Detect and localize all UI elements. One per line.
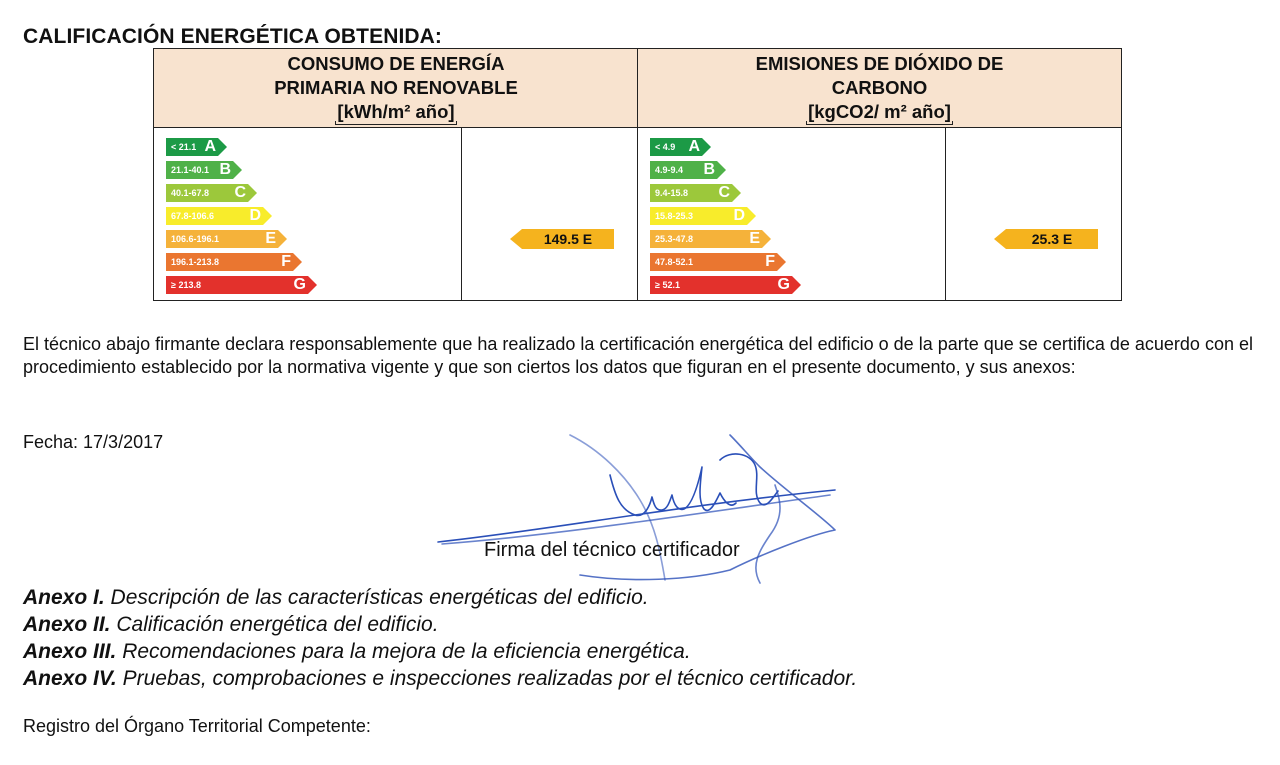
scale-letter-label: C (718, 184, 730, 201)
emisiones-scale-cell (637, 127, 947, 301)
scale-range-label: 106.6-196.1 (171, 234, 220, 244)
page-title: CALIFICACIÓN ENERGÉTICA OBTENIDA: (23, 25, 443, 48)
scale-bar-a (650, 138, 702, 156)
consumo-header-line1: CONSUMO DE ENERGÍA (287, 53, 505, 74)
consumo-header (153, 48, 639, 128)
scale-letter-label: F (281, 253, 291, 270)
consumo-value-cell (461, 127, 639, 301)
scale-letter-label: A (204, 138, 216, 155)
scale-bar-a (166, 138, 218, 156)
signature-label: Firma del técnico certificador (484, 539, 740, 561)
scale-bar-b (650, 161, 717, 179)
annex-item: Anexo II. Calificación energética del edificio. (23, 613, 439, 636)
emisiones-value-marker: 25.3 E (1006, 229, 1098, 249)
scale-bar-e (166, 230, 278, 248)
scale-letter-label: D (733, 207, 745, 224)
scale-letter-label: A (688, 138, 700, 155)
consumo-unit: [kWh/m² año] (337, 101, 455, 122)
consumo-scale-cell (153, 127, 463, 301)
scale-range-label: ≥ 213.8 (171, 280, 201, 290)
scale-range-label: ≥ 52.1 (655, 280, 680, 290)
scale-bar-d (650, 207, 747, 225)
scale-letter-label: G (293, 276, 306, 293)
annex-item: Anexo III. Recomendaciones para la mejora de la eficiencia energética. (23, 640, 691, 663)
emisiones-value-cell (945, 127, 1122, 301)
scale-bar-g (650, 276, 792, 294)
scale-letter-label: E (749, 230, 760, 247)
emisiones-header (637, 48, 1122, 128)
annex-item: Anexo IV. Pruebas, comprobaciones e inspecciones realizadas por el técnico certificador. (23, 667, 858, 690)
scale-range-label: 25.3-47.8 (655, 234, 694, 244)
scale-range-label: < 4.9 (655, 142, 676, 152)
declaration-text: El técnico abajo firmante declara responsablemente que ha realizado la certificación energética del edificio o de la parte que se certifica de acuerdo con el procedimiento establecido por la normativa vigente y que son ciertos los datos que figuran en el presente documento, y sus anexos: (23, 334, 1253, 377)
scale-bar-b (166, 161, 233, 179)
scale-letter-label: D (249, 207, 261, 224)
consumo-header-line2: PRIMARIA NO RENOVABLE (274, 77, 518, 98)
scale-letter-label: F (765, 253, 775, 270)
scale-range-label: 9.4-15.8 (655, 188, 689, 198)
scale-bar-d (166, 207, 263, 225)
signature-icon (430, 405, 850, 595)
date-text: Fecha: 17/3/2017 (23, 432, 164, 452)
scale-letter-label: B (703, 161, 715, 178)
annex-item: Anexo I. Descripción de las características energéticas del edificio. (23, 586, 649, 609)
scale-letter-label: G (777, 276, 790, 293)
scale-range-label: 15.8-25.3 (655, 211, 694, 221)
annex-list (23, 584, 857, 692)
emisiones-header-line2: CARBONO (831, 77, 928, 98)
scale-bar-f (650, 253, 777, 271)
scale-bar-g (166, 276, 308, 294)
scale-letter-label: C (234, 184, 246, 201)
scale-bar-f (166, 253, 293, 271)
emisiones-unit: [kgCO2/ m² año] (808, 101, 951, 122)
scale-range-label: 67.8-106.6 (171, 211, 215, 221)
scale-range-label: 40.1-67.8 (171, 188, 210, 198)
consumo-value-marker: 149.5 E (522, 229, 614, 249)
scale-range-label: 4.9-9.4 (655, 165, 684, 175)
scale-letter-label: E (265, 230, 276, 247)
scale-range-label: 196.1-213.8 (171, 257, 220, 267)
scale-range-label: 21.1-40.1 (171, 165, 210, 175)
scale-bar-c (166, 184, 248, 202)
scale-letter-label: B (219, 161, 231, 178)
registry-text: Registro del Órgano Territorial Competente: (23, 716, 371, 736)
scale-range-label: < 21.1 (171, 142, 197, 152)
scale-range-label: 47.8-52.1 (655, 257, 694, 267)
emisiones-header-line1: EMISIONES DE DIÓXIDO DE (755, 53, 1004, 74)
rating-table (153, 48, 1123, 301)
scale-bar-e (650, 230, 762, 248)
scale-bar-c (650, 184, 732, 202)
